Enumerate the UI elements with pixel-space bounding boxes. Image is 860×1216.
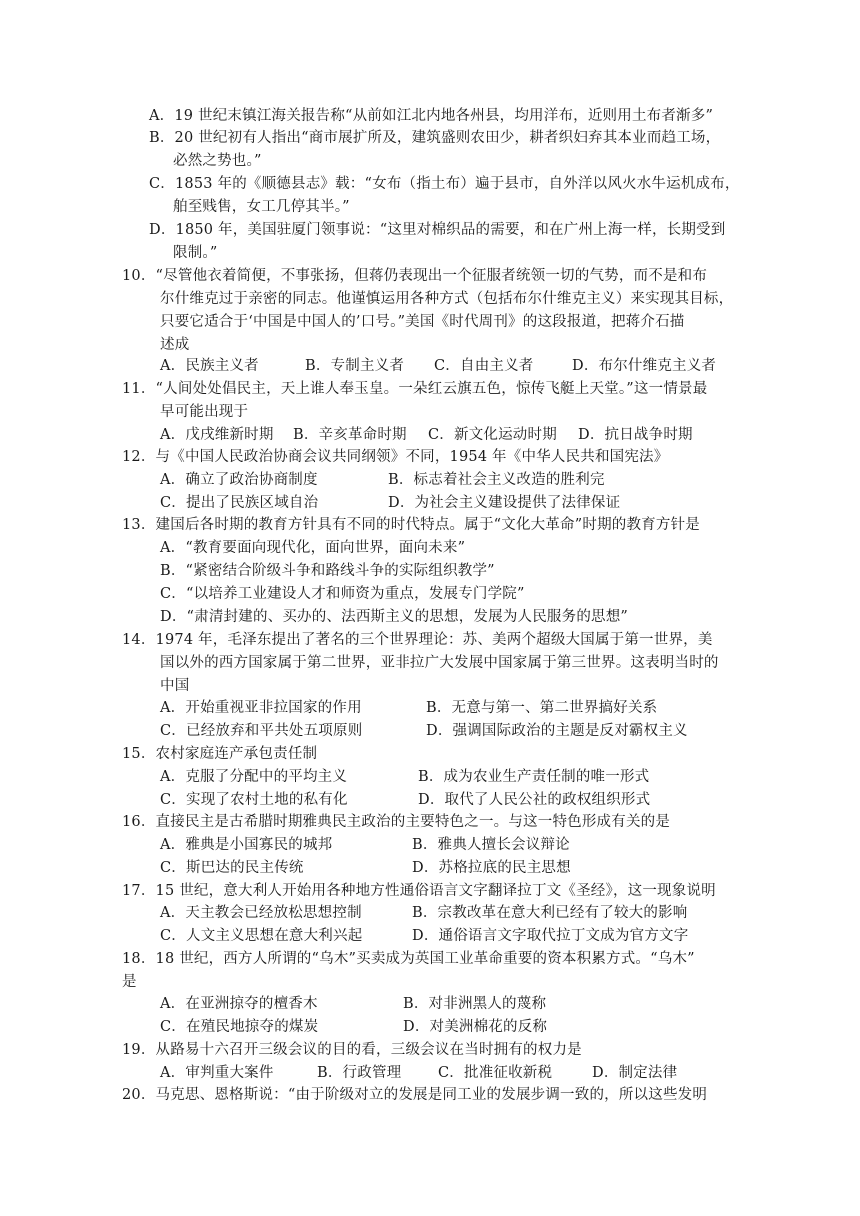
q19-option-d: D．制定法律 — [592, 1065, 678, 1081]
q12-option-b: B．标志着社会主义改造的胜利完 — [388, 472, 605, 488]
q10-option-c: C．自由主义者 — [434, 358, 534, 374]
q19-option-c: C．批准征收新税 — [438, 1065, 553, 1081]
q14-option-b: B．无意与第一、第二世界搞好关系 — [426, 700, 658, 716]
q9-option-a: A．19 世纪末镇江海关报告称“从前如江北内地各州县，均用洋布，近则用土布者渐多” — [149, 108, 714, 124]
q16-stem-line1: 16．直接民主是古希腊时期雅典民主政治的主要特色之一。与这一特色形成有关的是 — [122, 814, 671, 830]
q12-option-a: A．确立了政治协商制度 — [160, 472, 318, 488]
q11-stem-line2: 早可能出现于 — [160, 404, 249, 420]
q9-option-d-line2: 限制。” — [173, 245, 218, 261]
q11-option-a: A．戊戌维新时期 — [160, 427, 274, 443]
q10-option-d: D．布尔什维克主义者 — [572, 358, 717, 374]
q17-stem-line1: 17．15 世纪，意大利人开始用各种地方性通俗语言文字翻译拉丁文《圣经》，这一现象说明 — [122, 883, 716, 899]
q9-option-b-line2: 必然之势也。” — [173, 153, 262, 169]
q10-option-a: A．民族主义者 — [160, 358, 259, 374]
q13-option-c: C．“以培养工业建设人才和师资为重点，发展专门学院” — [160, 586, 525, 602]
q16-option-c: C．斯巴达的民主传统 — [160, 860, 304, 876]
q18-stem-line2: 是 — [122, 974, 137, 990]
q12-option-d: D．为社会主义建设提供了法律保证 — [388, 495, 621, 511]
q9-option-b-line1: B．20 世纪初有人指出“商市展扩所及，建筑盛则农田少，耕者织妇弃其本业而趋工场， — [149, 130, 721, 146]
q9-option-d-line1: D．1850 年，美国驻厦门领事说：“这里对棉织品的需要，和在广州上海一样，长期受到 — [149, 222, 726, 238]
q10-stem-line4: 述成 — [160, 337, 190, 353]
q10-stem-line2: 尔什维克过于亲密的同志。他谨慎运用各种方式（包括布尔什维克主义）来实现其目标， — [160, 291, 734, 307]
q14-option-d: D．强调国际政治的主题是反对霸权主义 — [426, 723, 688, 739]
q19-stem-line1: 19．从路易十六召开三级会议的目的看，三级会议在当时拥有的权力是 — [122, 1042, 582, 1058]
q14-option-c: C．已经放弃和平共处五项原则 — [160, 723, 363, 739]
q19-option-b: B．行政管理 — [317, 1065, 402, 1081]
q14-stem-line2: 国以外的西方国家属于第二世界，亚非拉广大发展中国家属于第三世界。这表明当时的 — [160, 655, 719, 671]
q19-option-a: A．审判重大案件 — [160, 1065, 274, 1081]
q13-option-a: A．“教育要面向现代化，面向世界，面向未来” — [160, 540, 466, 556]
q17-option-d: D．通俗语言文字取代拉丁文成为官方文字 — [412, 928, 689, 944]
q11-option-b: B．辛亥革命时期 — [293, 427, 407, 443]
q16-option-d: D．苏格拉底的民主思想 — [412, 860, 571, 876]
q10-stem-line1: 10．“尽管他衣着简便，不事张扬，但蒋仍表现出一个征服者统领一切的气势，而不是和布 — [122, 268, 708, 284]
q9-option-c-line1: C．1853 年的《顺德县志》载：“女布（指土布）遍于县市，自外洋以风火水牛运机成布， — [149, 176, 740, 192]
q17-option-b: B．宗教改革在意大利已经有了较大的影响 — [412, 905, 688, 921]
q18-option-c: C．在殖民地掠夺的煤炭 — [160, 1019, 319, 1035]
q18-stem-line1: 18．18 世纪，西方人所谓的“乌木”买卖成为英国工业革命重要的资本积累方式。“乌木” — [122, 951, 695, 967]
q14-option-a: A．开始重视亚非拉国家的作用 — [160, 700, 362, 716]
q13-option-b: B．“紧密结合阶级斗争和路线斗争的实际组织教学” — [160, 563, 495, 579]
q10-stem-line3: 只要它适合于‘中国是中国人的’口号。”美国《时代周刊》的这段报道，把蒋介石描 — [160, 314, 685, 330]
q15-stem-line1: 15．农村家庭连产承包责任制 — [122, 746, 318, 762]
q11-stem-line1: 11．“人间处处倡民主，天上谁人奉玉皇。一朵红云旗五色，惊传飞艇上天堂。”这一情景最 — [122, 381, 708, 397]
q20-stem-line1: 20．马克思、恩格斯说：“由于阶级对立的发展是同工业的发展步调一致的，所以这些发明 — [122, 1087, 708, 1103]
q11-option-c: C．新文化运动时期 — [428, 427, 557, 443]
q11-option-d: D．抗日战争时期 — [578, 427, 693, 443]
q15-option-a: A．克服了分配中的平均主义 — [160, 769, 348, 785]
q17-option-a: A．天主教会已经放松思想控制 — [160, 905, 362, 921]
q15-option-d: D．取代了人民公社的政权组织形式 — [418, 792, 651, 808]
q16-option-b: B．雅典人擅长会议辩论 — [412, 837, 570, 853]
q9-option-c-line2: 舶至贱售，女工几停其半。” — [173, 199, 350, 215]
q12-option-c: C．提出了民族区域自治 — [160, 495, 319, 511]
q12-stem-line1: 12．与《中国人民政治协商会议共同纲领》不同，1954 年《中华人民共和国宪法》 — [122, 449, 669, 465]
q18-option-a: A．在亚洲掠夺的檀香木 — [160, 996, 318, 1012]
q15-option-c: C．实现了农村土地的私有化 — [160, 792, 348, 808]
q18-option-b: B．对非洲黑人的蔑称 — [403, 996, 547, 1012]
q13-option-d: D．“肃清封建的、买办的、法西斯主义的思想，发展为人民服务的思想” — [160, 609, 629, 625]
q14-stem-line3: 中国 — [160, 678, 190, 694]
q14-stem-line1: 14．1974 年，毛泽东提出了著名的三个世界理论：苏、美两个超级大国属于第一世界，美 — [122, 632, 713, 648]
q18-option-d: D．对美洲棉花的反称 — [403, 1019, 548, 1035]
q10-option-b: B．专制主义者 — [305, 358, 405, 374]
q17-option-c: C．人文主义思想在意大利兴起 — [160, 928, 363, 944]
q15-option-b: B．成为农业生产责任制的唯一形式 — [418, 769, 650, 785]
q13-stem-line1: 13．建国后各时期的教育方针具有不同的时代特点。属于“文化大革命”时期的教育方针是 — [122, 517, 700, 533]
q16-option-a: A．雅典是小国寡民的城邦 — [160, 837, 333, 853]
